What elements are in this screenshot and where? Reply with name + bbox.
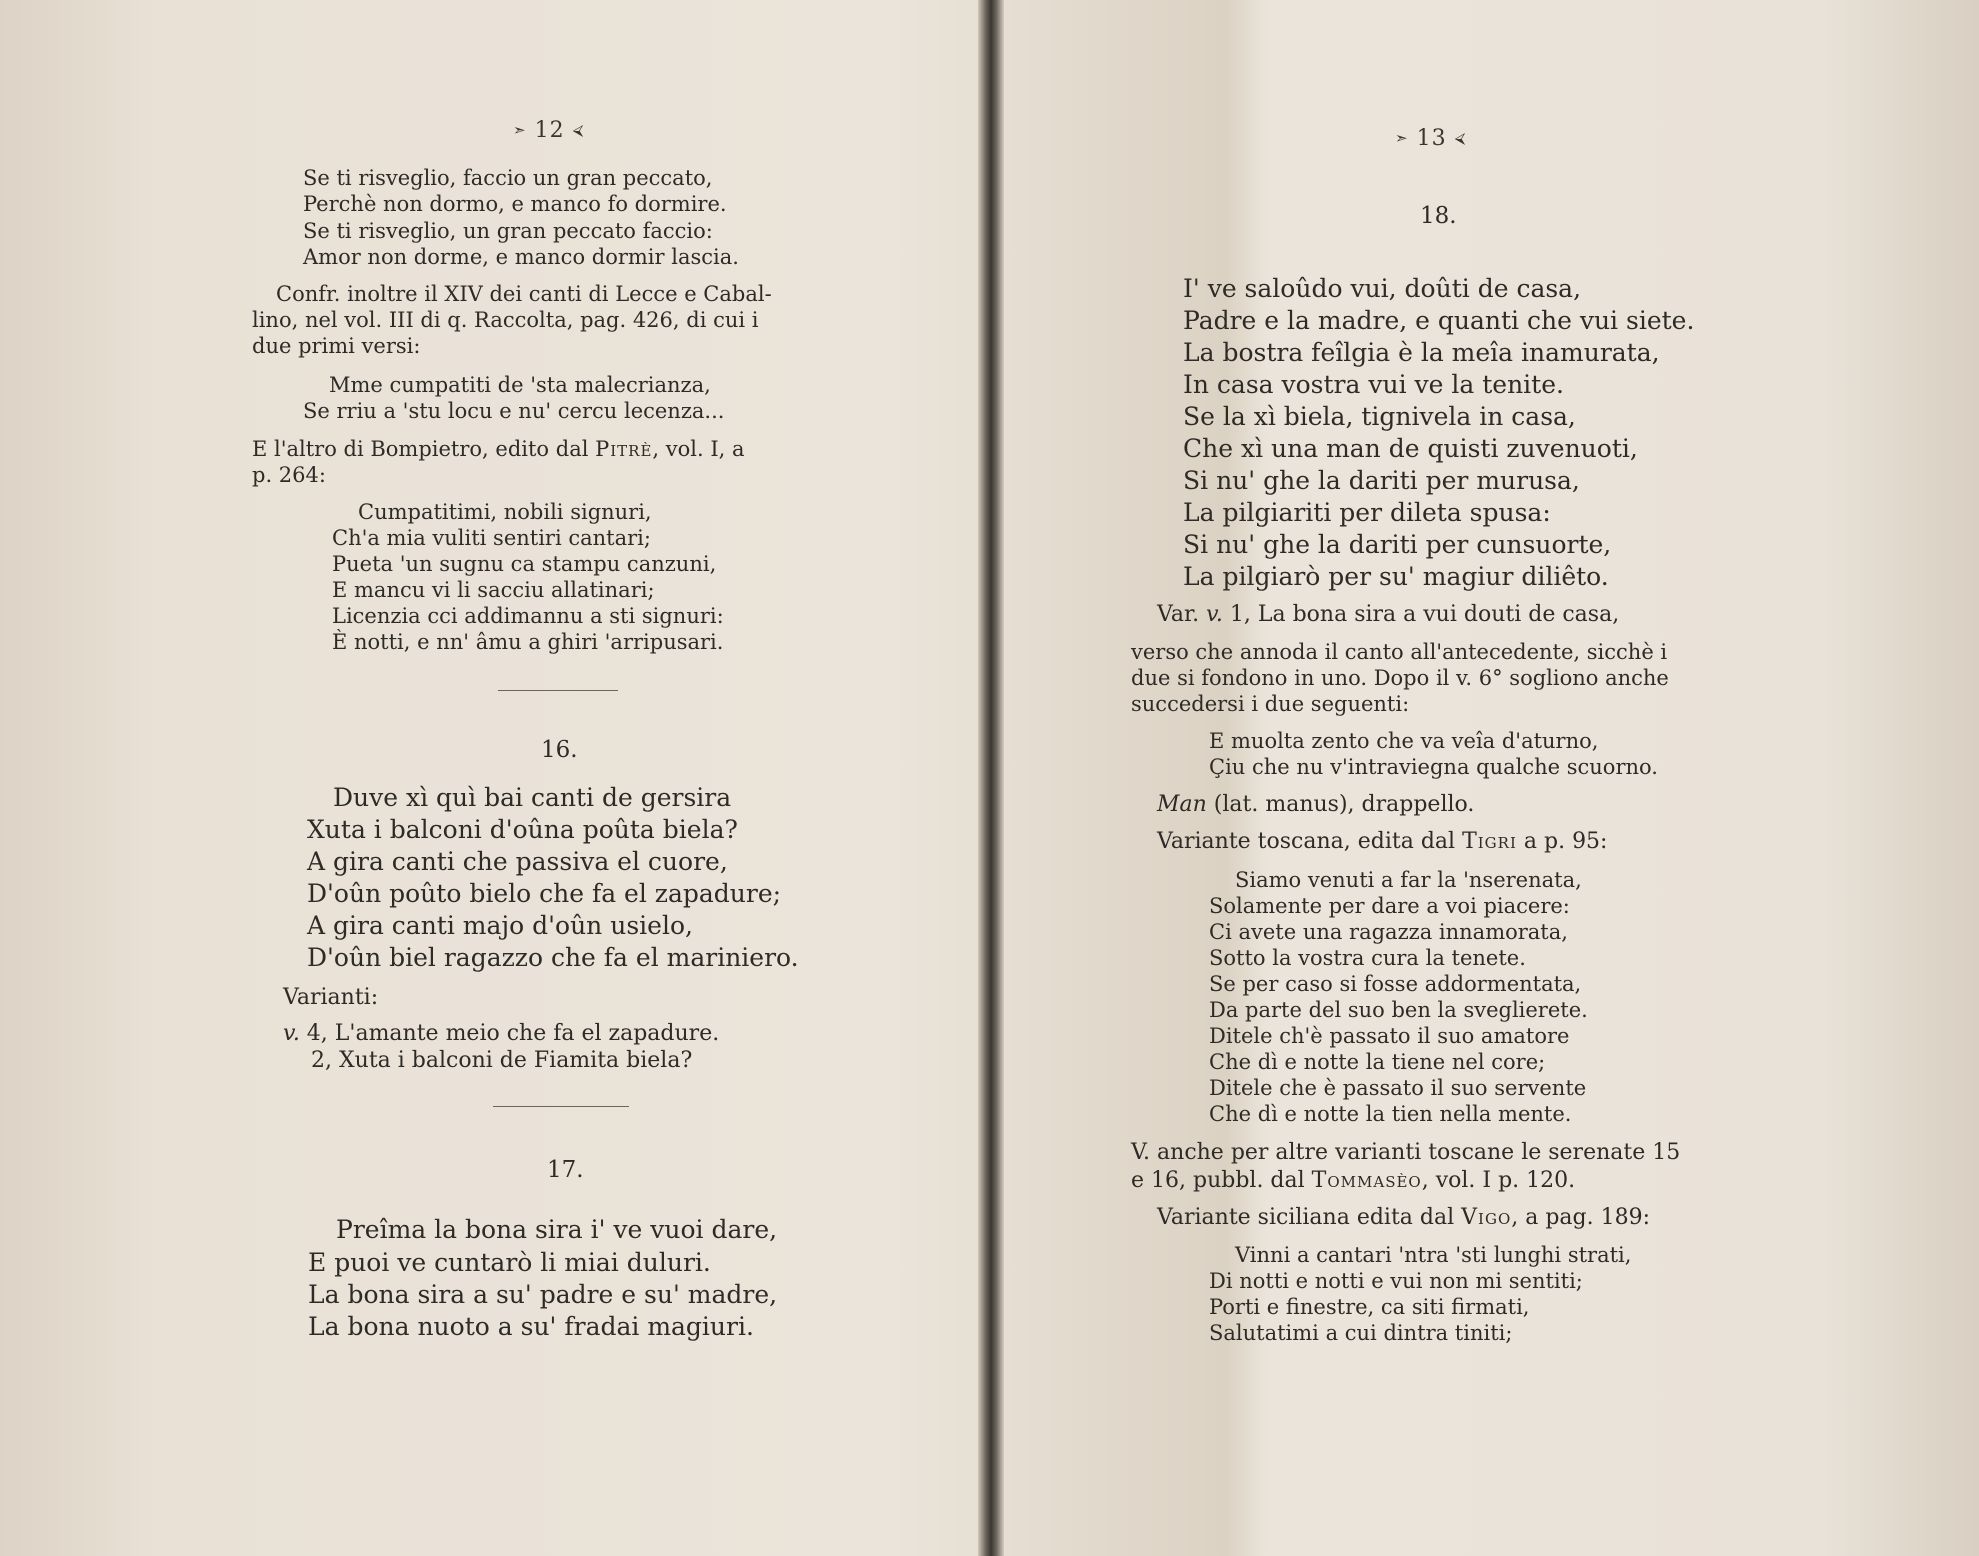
right-arrow-ornament-icon: ➣ xyxy=(513,121,527,139)
verse-line: Amor non dorme, e manco dormir lascia. xyxy=(303,245,739,269)
prose-line: Variante siciliana edita dal Vigo, a pag. 189: xyxy=(1157,1205,1651,1230)
verse-line: Siamo venuti a far la 'nserenata, xyxy=(1235,868,1582,892)
prose-line: Variante toscana, edita dal Tigri a p. 95: xyxy=(1157,829,1608,854)
verse-line: La bona nuoto a su' fradai magiuri. xyxy=(308,1312,754,1341)
verse-line: Mme cumpatiti de 'sta malecrianza, xyxy=(329,373,711,397)
author-name: Pitrè xyxy=(595,437,653,461)
song-number: 16. xyxy=(541,737,578,763)
verse-line: Ditele ch'è passato il suo amatore xyxy=(1209,1024,1570,1048)
verse-line: Di notti e notti e vui non mi sentiti; xyxy=(1209,1269,1583,1293)
verse-line: Preîma la bona sira i' ve vuoi dare, xyxy=(336,1215,778,1244)
section-divider xyxy=(498,690,618,691)
prose-line: due primi versi: xyxy=(252,334,421,358)
varianti-label: Varianti: xyxy=(283,985,379,1010)
verse-line: Vinni a cantari 'ntra 'sti lunghi strati, xyxy=(1235,1243,1632,1267)
variant-line: 2, Xuta i balconi de Fiamita biela? xyxy=(311,1048,693,1073)
right-page xyxy=(1004,0,1979,1556)
prose-line: Man (lat. manus), drappello. xyxy=(1157,792,1475,817)
left-arrow-ornament-icon: ⮘ xyxy=(1454,129,1467,147)
verse-line: Se rriu a 'stu locu e nu' cercu lecenza... xyxy=(303,399,725,423)
verse-line: Sotto la vostra cura la tenete. xyxy=(1209,946,1526,970)
verse-line: Se ti risveglio, un gran peccato faccio: xyxy=(303,219,713,243)
verse-line: Che dì e notte la tien nella mente. xyxy=(1209,1102,1572,1126)
verse-line: Perchè non dormo, e manco fo dormire. xyxy=(303,192,727,216)
verse-line: A gira canti majo d'oûn usielo, xyxy=(307,911,693,940)
author-name: Vigo xyxy=(1461,1205,1512,1230)
verse-line: La pilgiarò per su' magiur diliêto. xyxy=(1183,562,1609,591)
author-name: Tommasèo xyxy=(1311,1168,1422,1193)
verse-line: Ditele che è passato il suo servente xyxy=(1209,1076,1587,1100)
verse-line: Padre e la madre, e quanti che vui siete. xyxy=(1183,306,1695,335)
page-number: ➣ 12 ⮘ xyxy=(513,118,585,143)
verse-line: Se la xì biela, tignivela in casa, xyxy=(1183,402,1576,431)
verse-line: Çiu che nu v'intraviegna qualche scuorno. xyxy=(1209,755,1658,779)
verse-line: Da parte del suo ben la sveglierete. xyxy=(1209,998,1588,1022)
verse-line: Xuta i balconi d'oûna poûta biela? xyxy=(307,815,738,844)
song-number: 17. xyxy=(547,1157,584,1183)
verse-line: E mancu vi li sacciu allatinari; xyxy=(332,578,655,602)
page-number: ➣ 13 ⮘ xyxy=(1395,126,1467,151)
section-divider xyxy=(493,1106,629,1107)
verse-line: Che xì una man de quisti zuvenuoti, xyxy=(1183,434,1638,463)
right-arrow-ornament-icon: ➣ xyxy=(1395,129,1409,147)
verse-line: D'oûn poûto bielo che fa el zapadure; xyxy=(307,879,782,908)
verse-line: Si nu' ghe la dariti per cunsuorte, xyxy=(1183,530,1612,559)
verse-line: Cumpatitimi, nobili signuri, xyxy=(358,500,652,524)
verse-line: La bostra feîlgia è la meîa inamurata, xyxy=(1183,338,1660,367)
verse-line: Se ti risveglio, faccio un gran peccato, xyxy=(303,166,713,190)
verse-line: È notti, e nn' âmu a ghiri 'arripusari. xyxy=(332,630,724,654)
prose-line: V. anche per altre varianti toscane le serenate 15 xyxy=(1131,1140,1681,1165)
verse-line: Che dì e notte la tiene nel core; xyxy=(1209,1050,1546,1074)
variant-line: v. 4, L'amante meio che fa el zapadure. xyxy=(283,1021,720,1046)
verse-line: La bona sira a su' padre e su' madre, xyxy=(308,1280,778,1309)
verse-line: Si nu' ghe la dariti per murusa, xyxy=(1183,466,1580,495)
verse-line: Ch'a mia vuliti sentiri cantari; xyxy=(332,526,651,550)
prose-line: e 16, pubbl. dal Tommasèo, vol. I p. 120. xyxy=(1131,1168,1576,1193)
verse-line: A gira canti che passiva el cuore, xyxy=(307,847,728,876)
verse-line: Pueta 'un sugnu ca stampu canzuni, xyxy=(332,552,717,576)
prose-line: due si fondono in uno. Dopo il v. 6° sogliono anche xyxy=(1131,666,1669,690)
verse-line: Licenzia cci addimannu a sti signuri: xyxy=(332,604,724,628)
verse-line: E muolta zento che va veîa d'aturno, xyxy=(1209,729,1599,753)
author-name: Tigri xyxy=(1462,829,1517,854)
prose-line: lino, nel vol. III di q. Raccolta, pag. 426, di cui i xyxy=(252,308,759,332)
verse-line: Se per caso si fosse addormentata, xyxy=(1209,972,1582,996)
verse-line: E puoi ve cuntarò li miai duluri. xyxy=(308,1248,711,1277)
prose-line: succedersi i due seguenti: xyxy=(1131,692,1410,716)
prose-line: verso che annoda il canto all'antecedente, sicchè i xyxy=(1131,640,1668,664)
song-number: 18. xyxy=(1420,203,1457,229)
prose-line: p. 264: xyxy=(252,463,326,487)
verse-line: I' ve saloûdo vui, doûti de casa, xyxy=(1183,274,1582,303)
prose-line: Confr. inoltre il XIV dei canti di Lecce e Cabal- xyxy=(276,282,772,306)
book-gutter xyxy=(978,0,1004,1556)
verse-line: Duve xì quì bai canti de gersira xyxy=(333,783,732,812)
left-arrow-ornament-icon: ⮘ xyxy=(572,121,585,139)
verse-line: In casa vostra vui ve la tenite. xyxy=(1183,370,1564,399)
verse-line: La pilgiariti per dileta spusa: xyxy=(1183,498,1551,527)
left-page xyxy=(0,0,978,1556)
verse-line: Solamente per dare a voi piacere: xyxy=(1209,894,1570,918)
verse-line: D'oûn biel ragazzo che fa el mariniero. xyxy=(307,943,799,972)
verse-line: Ci avete una ragazza innamorata, xyxy=(1209,920,1568,944)
verse-line: Salutatimi a cui dintra tiniti; xyxy=(1209,1321,1513,1345)
variant-line: Var. v. 1, La bona sira a vui douti de casa, xyxy=(1157,602,1620,627)
verse-line: Porti e finestre, ca siti firmati, xyxy=(1209,1295,1530,1319)
prose-line: E l'altro di Bompietro, edito dal Pitrè, vol. I, a xyxy=(252,437,745,461)
